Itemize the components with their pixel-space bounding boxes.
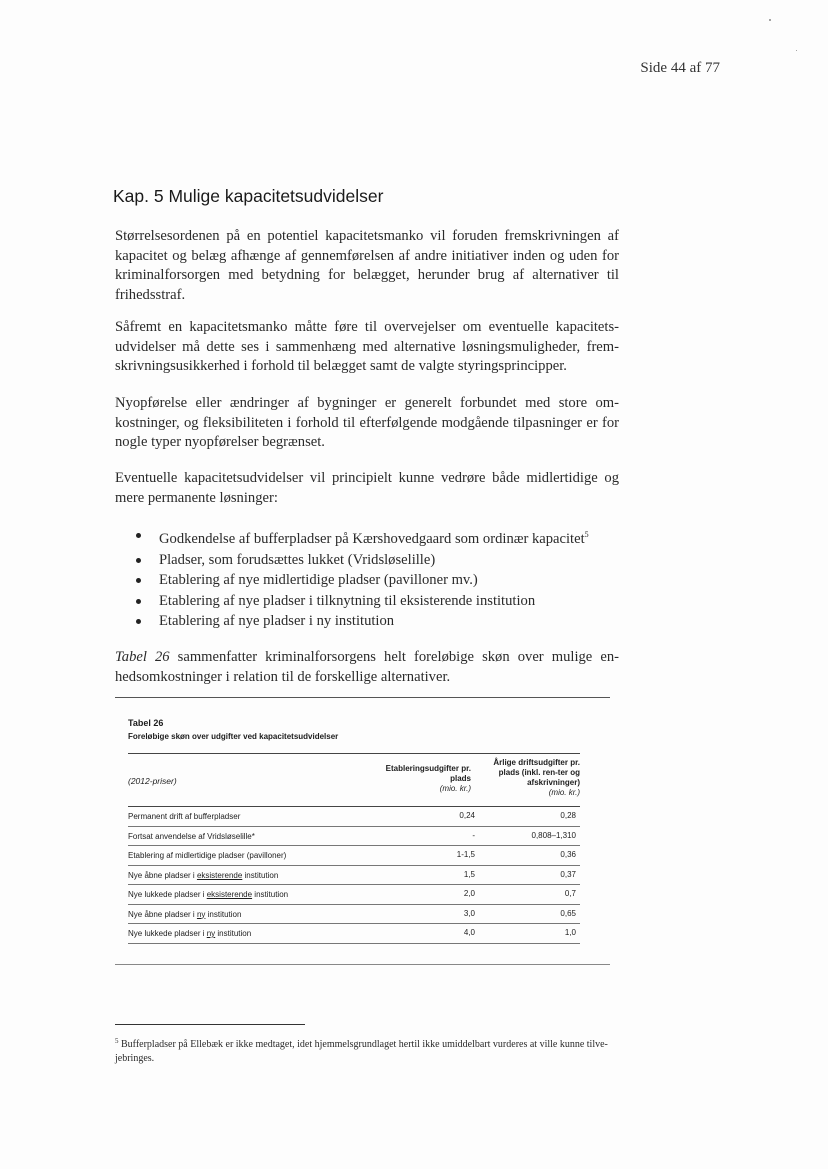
footnote-text: Bufferpladser på Ellebæk er ikke medtaget, idet hjemmelsgrundlaget hertil ikke umiddelbart vurderes at ville kunne tilve-jebringes.	[115, 1039, 608, 1064]
bullet-icon	[136, 619, 141, 624]
header-price-basis: (2012-priser)	[128, 776, 177, 786]
bullet-icon	[136, 599, 141, 604]
footnote-separator	[115, 1024, 305, 1025]
list-item: Etablering af nye midlertidige pladser (pavilloner mv.)	[135, 570, 625, 591]
table-top-rule	[115, 697, 610, 698]
table-title: Tabel 26	[128, 718, 164, 728]
list-item: Etablering af nye pladser i ny institution	[135, 611, 625, 632]
header-establishment: Etableringsudgifter pr. plads (mio. kr.)	[385, 764, 471, 793]
table-row: Etablering af midlertidige pladser (pavilloner) 1-1,5 0,36	[128, 846, 580, 866]
scan-speck	[796, 50, 797, 51]
alternatives-list	[135, 525, 625, 632]
list-item: Godkendelse af bufferpladser på Kærshovedgaard som ordinær kapacitet$^5$	[135, 525, 625, 550]
page-number: Side 44 af 77	[640, 60, 720, 76]
footnote	[115, 1034, 620, 1066]
paragraph-2: Såfremt en kapacitetsmanko måtte føre til overvejelser om eventuelle kapacitets-udvidelser må dette ses i sammenhæng med alternative løsningsmuligheder, frem-skrivningsusikkerhed i forhold til belægget samt de valgte styringsprincipper.	[115, 319, 619, 375]
scan-speck	[769, 19, 771, 21]
paragraph-3: Nyopførelse eller ændringer af bygninger er generelt forbundet med store om-kostninger, og fleksibiliteten i forhold til efterfølgende modgående tilpasninger er for nogle typer nyopførelser begrænset.	[115, 395, 619, 451]
table-bottom-rule	[115, 964, 610, 965]
table-row: Permanent drift af bufferpladser 0,24 0,28	[128, 807, 580, 827]
header-operating: Årlige driftsudgifter pr. plads (inkl. ren-ter og afskrivninger) (mio. kr.)	[493, 758, 580, 797]
list-item: Pladser, som forudsættes lukket (Vridsløselille)	[135, 550, 625, 571]
table-row: Fortsat anvendelse af Vridsløselille* - 0,808–1,310	[128, 827, 580, 847]
table-row: Nye åbne pladser i ny institution 3,0 0,65	[128, 905, 580, 925]
table-row: Nye lukkede pladser i ny institution 4,0 1,0	[128, 924, 580, 944]
paragraph-4: Eventuelle kapacitetsudvidelser vil principielt kunne vedrøre både midlertidige og mere permanente løsninger:	[115, 470, 619, 506]
paragraph-1: Størrelsesordenen på en potentiel kapacitetsmanko vil foruden fremskrivningen af kapacitet og belæg afhænge af gennemførelsen af andre initiativer inden og uden for kriminalforsorgen med betydning for belægget, herunder brug af alternativer til frihedsstraf.	[115, 228, 619, 303]
table-header	[128, 753, 580, 807]
paragraph-5: Tabel 26 sammenfatter kriminalforsorgens helt foreløbige skøn over mulige en-hedsomkostninger i relation til de forskellige alternativer.	[115, 649, 619, 685]
chapter-title: Kap. 5 Mulige kapacitetsudvidelser	[113, 186, 384, 206]
table-row: Nye åbne pladser i eksisterende institution 1,5 0,37	[128, 866, 580, 886]
table-reference: Tabel 26	[115, 649, 170, 665]
footnote-ref: 5	[584, 530, 589, 539]
bullet-icon	[136, 578, 141, 583]
list-item: Etablering af nye pladser i tilknytning til eksisterende institution	[135, 591, 625, 612]
bullet-icon	[136, 533, 141, 538]
footnote-number: 5	[115, 1037, 119, 1045]
cost-table	[128, 718, 580, 944]
table-row: Nye lukkede pladser i eksisterende institution 2,0 0,7	[128, 885, 580, 905]
bullet-icon	[136, 558, 141, 563]
table-subtitle: Foreløbige skøn over udgifter ved kapacitetsudvidelser	[128, 732, 339, 741]
